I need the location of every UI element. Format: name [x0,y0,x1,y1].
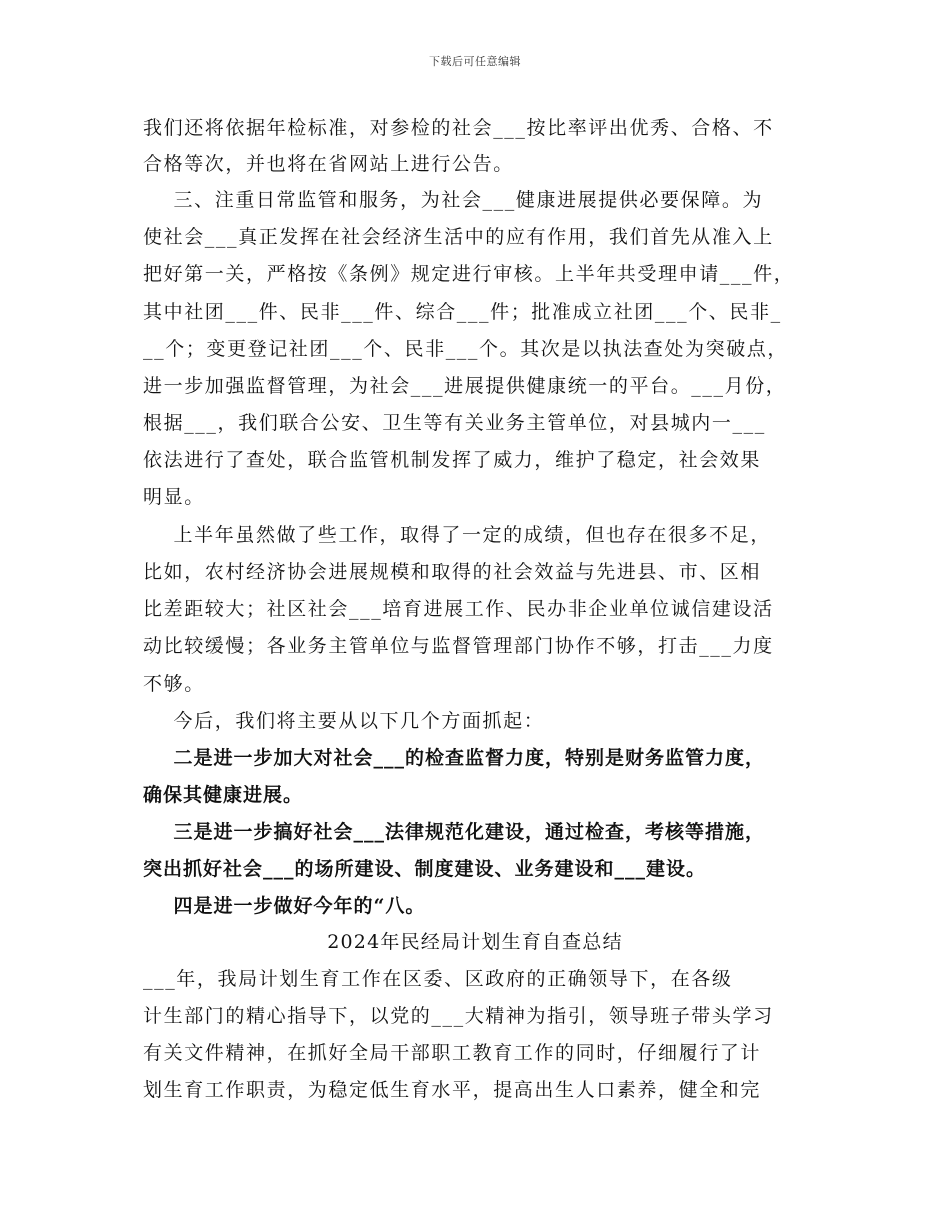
text-line: 不够。 [143,673,205,695]
text-line: 有关文件精神，在抓好全局干部职工教育工作的同时，仔细履行了计 [143,1042,762,1064]
page-header: 下载后可任意编辑 [429,55,521,68]
text-line: 使社会___真正发挥在社会经济生活中的应有作用，我们首先从准入上 [143,226,774,248]
text-line: __个；变更登记社团___个、民非___个。其次是以执法查处为突破点， [143,338,789,360]
text-line: 比如，农村经济协会进展规模和取得的社会效益与先进县、市、区相 [143,561,762,583]
text-line: 上半年虽然做了些工作，取得了一定的成绩，但也存在很多不足， [143,524,771,546]
text-line: 我们还将依据年检标准，对参检的社会___按比率评出优秀、合格、不 [143,117,774,139]
text-line: 其中社团___件、民非___件、综合___件；批准成立社团___个、民非_ [143,301,782,323]
text-line: 根据___，我们联合公安、卫生等有关业务主管单位，对县城内一___ [143,412,766,434]
text-line: 三、注重日常监管和服务，为社会___健康进展提供必要保障。为 [143,189,764,211]
bold-text-line: 三是进一步搞好社会___法律规范化建设，通过检查，考核等措施， [143,821,765,843]
bold-text-line: 突出抓好社会___的场所建设、制度建设、业务建设和___建设。 [143,858,707,880]
bold-text-line: 确保其健康进展。 [143,784,304,806]
section-title: 2024年民经局计划生育自查总结 [327,931,623,953]
text-line: ___年，我局计划生育工作在区委、区政府的正确领导下，在各级 [143,968,733,990]
text-line: 明显。 [143,486,205,508]
text-line: 合格等次，并也将在省网站上进行公告。 [143,153,514,175]
bold-text-line: 二是进一步加大对社会___的检查监督力度，特别是财务监管力度， [143,747,765,769]
text-line: 划生育工作职责，为稳定低生育水平，提高出生人口素养，健全和完 [143,1079,762,1101]
text-line: 动比较缓慢；各业务主管单位与监督管理部门协作不够，打击___力度 [143,635,774,657]
text-line: 依法进行了查处，联合监管机制发挥了威力，维护了稳定，社会效果 [143,449,762,471]
text-line: 把好第一关，严格按《条例》规定进行审核。上半年共受理申请___件， [143,263,795,285]
text-line: 进一步加强监督管理，为社会___进展提供健康统一的平台。___月份， [143,375,787,397]
text-line: 今后，我们将主要从以下几个方面抓起： [143,710,545,732]
text-line: 比差距较大；社区社会___培育进展工作、民办非企业单位诚信建设活 [143,598,774,620]
text-line: 计生部门的精心指导下，以党的___大精神为指引，领导班子带头学习 [143,1005,774,1027]
bold-text-line: 四是进一步做好今年的“八。 [143,895,426,917]
